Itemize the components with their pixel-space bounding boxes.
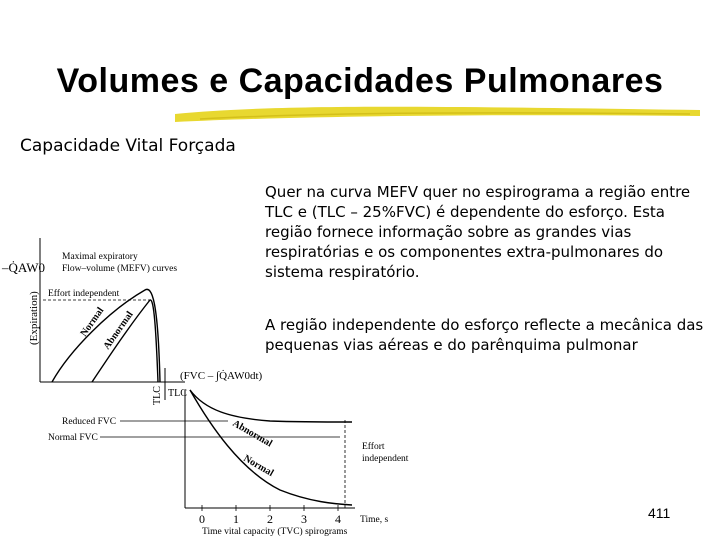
paragraph-effort-dependent: Quer na curva MEFV quer no espirograma a região entre TLC e (TLC – 25%FVC) é dependente do esforço. Esta região fornece informação sobre as grandes vias respiratórias e os componentes extra-pulmonares do sistema respiratório.	[265, 183, 691, 281]
page-subtitle: Capacidade Vital Forçada	[20, 136, 236, 156]
effort-independent-lower-line2: independent	[362, 454, 409, 464]
underline-stroke	[175, 107, 700, 122]
fvc-integral-label: (FVC – ∫Q̇AW0dt)	[180, 370, 263, 382]
abnormal-curve-label-lower: Abnormal	[230, 418, 275, 450]
time-tick-label: 4	[335, 512, 341, 526]
normal-curve-label-upper: Normal	[78, 305, 107, 339]
normal-curve-label-lower: Normal	[241, 453, 276, 479]
page-number: 411	[648, 505, 671, 521]
spirogram-caption: Time vital capacity (TVC) spirograms	[202, 527, 348, 537]
normal-fvc-label: Normal FVC	[48, 433, 98, 443]
tlc-label: TLC	[168, 388, 187, 399]
effort-independent-lower-line1: Effort	[362, 442, 385, 452]
mefv-caption-line2: Flow–volume (MEFV) curves	[62, 264, 178, 274]
paragraph-effort-independent: A região independente do esforço reflecte a mecânica das pequenas vias aéreas e do parênquima pulmonar	[265, 316, 704, 354]
abnormal-curve-label-upper: Abnormal	[101, 309, 136, 352]
time-tick-label: 1	[233, 512, 239, 526]
page-title: Volumes e Capacidades Pulmonares	[56, 62, 664, 100]
tlc-vertical-label: TLC	[152, 386, 163, 405]
time-tick-label: 0	[199, 512, 205, 526]
time-tick-label: 2	[267, 512, 273, 526]
effort-independent-upper: Effort independent	[48, 289, 120, 299]
time-axis-label: Time, s	[360, 515, 389, 525]
expiration-label: (Expiration)	[28, 291, 40, 345]
reduced-fvc-label: Reduced FVC	[62, 417, 117, 427]
mefv-caption-line1: Maximal expiratory	[62, 252, 138, 262]
flow-axis-label: –Q̇AW0	[2, 260, 46, 275]
time-tick-label: 3	[301, 512, 307, 526]
